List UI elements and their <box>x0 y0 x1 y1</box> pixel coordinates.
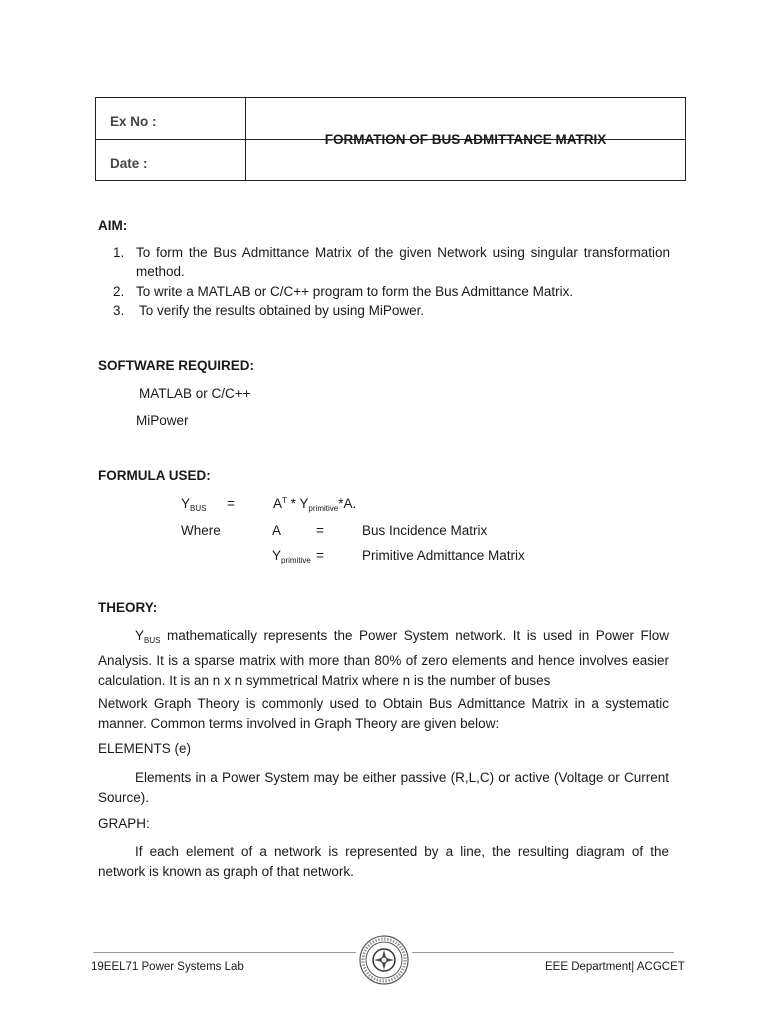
formula-ybus: $Y_{BUS}$ <box>181 496 207 513</box>
theory-paragraph-graph-theory: Network Graph Theory is commonly used to Obtain Bus Admittance Matrix in a systematic manner. Common terms involved in Graph Theory are given below: <box>98 696 669 731</box>
elements-heading: ELEMENTS (e) <box>98 741 192 756</box>
graph-paragraph: If each element of a network is represented by a line, the resulting diagram of the network is known as graph of that network. <box>98 844 669 879</box>
aim-item-1-line2: method. <box>136 264 185 279</box>
software-item-matlab: MATLAB or C/C++ <box>139 386 251 401</box>
aim-item-2-text: To write a MATLAB or C/C++ program to form the Bus Admittance Matrix. <box>136 284 574 299</box>
experiment-title: FORMATION OF BUS ADMITTANCE MATRIX <box>324 131 607 147</box>
date-label: Date : <box>110 156 148 171</box>
aim-item-2-number: 2. <box>113 284 125 299</box>
footer-rule-right <box>412 952 674 953</box>
formula-where: Where <box>181 523 221 538</box>
formula-a-description: Bus Incidence Matrix <box>362 523 488 538</box>
software-heading: SOFTWARE REQUIRED: <box>98 358 255 373</box>
formula-a-label: A <box>272 523 282 538</box>
aim-item-1-line1: To form the Bus Admittance Matrix of the given Network using singular transformation <box>136 245 670 260</box>
footer-rule-left <box>93 952 356 953</box>
formula-yprimitive-description: Primitive Admittance Matrix <box>362 548 525 563</box>
formula-equals: = <box>227 496 235 511</box>
theory-paragraph-ybus: $Y_{BUS}$ mathematically represents the Power System network. It is used in Power Flow Analysis. It is a sparse matrix with more than 80% of zero elements and hence involves easier calculation. It is an n x n symmetrical Matrix where n is the number of buses <box>98 628 669 688</box>
formula-a-equals: = <box>316 523 324 538</box>
aim-item-3-number: 3. <box>113 303 125 318</box>
formula-expression: $A^T * Y_{primitive}*A$. <box>273 496 357 513</box>
aim-heading: AIM: <box>98 218 128 233</box>
aim-item-3-text: To verify the results obtained by using MiPower. <box>139 303 425 318</box>
formula-heading: FORMULA USED: <box>98 468 211 483</box>
footer-department: EEE Department| ACGCET <box>545 961 685 973</box>
formula-yprimitive-equals: = <box>316 548 324 563</box>
software-item-mipower: MiPower <box>136 413 189 428</box>
footer-course: 19EEL71 Power Systems Lab <box>91 961 244 973</box>
graph-heading: GRAPH: <box>98 816 150 831</box>
college-emblem-icon <box>358 934 410 986</box>
aim-item-1-number: 1. <box>113 245 125 260</box>
formula-yprimitive-label: $Y_{primitive}$ <box>272 548 311 565</box>
theory-heading: THEORY: <box>98 600 158 615</box>
elements-paragraph: Elements in a Power System may be either passive (R,L,C) or active (Voltage or Current Source). <box>98 770 669 805</box>
ex-no-label: Ex No : <box>110 114 157 129</box>
header-table <box>95 97 686 181</box>
